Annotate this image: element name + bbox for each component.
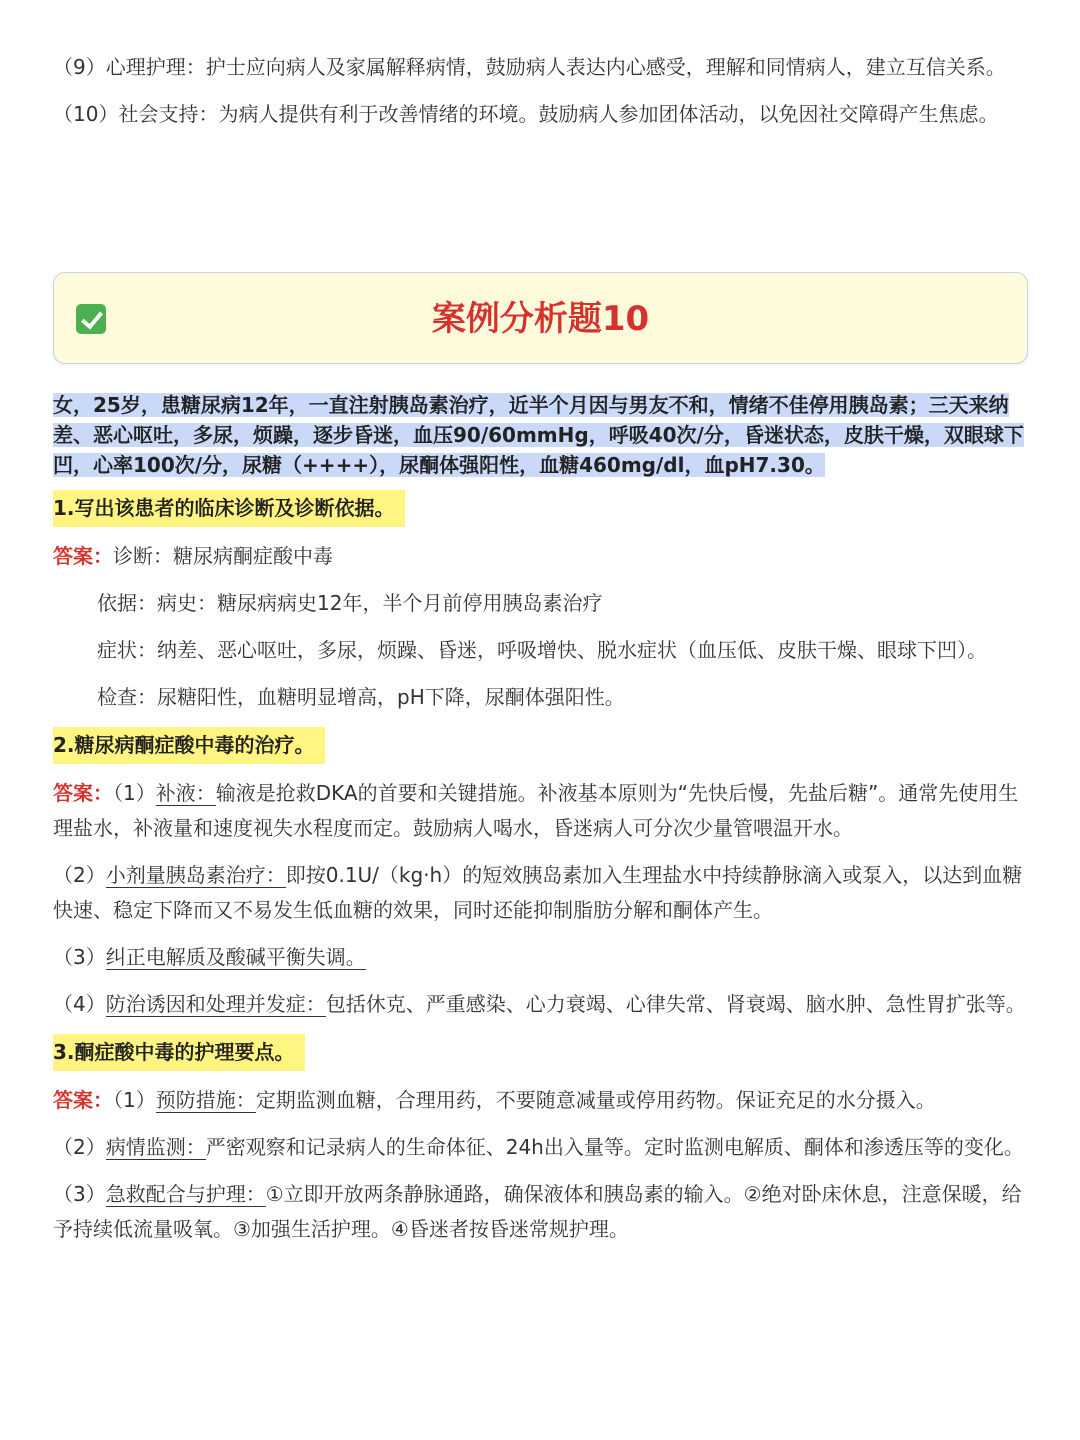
q2-item-3 [53,940,1028,975]
q3-item-2 [53,1130,1028,1165]
item-key: 补液： [155,781,216,805]
item-number: （3） [53,1182,106,1206]
item-number: （1） [113,781,156,805]
item-text: 严密观察和记录病人的生命体征、24h出入量等。定时监测电解质、酮体和渗透压等的变化。 [205,1135,1024,1159]
q1-basis: 依据：病史：糖尿病病史12年，半个月前停用胰岛素治疗 [97,591,603,615]
intro-section [53,50,1028,132]
case-title: 案例分析题10 [431,299,650,339]
case-title-card [53,272,1028,364]
item-text: 输液是抢救DKA的首要和关键措施。补液基本原则为“先快后慢，先盐后糖”。通常先使用生理盐水，补液量和速度视失水程度而定。鼓励病人喝水，昏迷病人可分次少量管喂温开水。 [53,781,1019,840]
item-number: （1） [113,1088,156,1112]
item-text: 即按0.1U/（kg·h）的短效胰岛素加入生理盐水中持续静脉滴入或泵入，以达到血糖快速、稳定下降而又不易发生低血糖的效果，同时还能抑制脂肪分解和酮体产生。 [53,863,1023,922]
item-text: ①立即开放两条静脉通路，确保液体和胰岛素的输入。②绝对卧床休息，注意保暖，给予持续低流量吸氧。③加强生活护理。④昏迷者按昏迷常规护理。 [53,1182,1022,1241]
diagnosis-text: 诊断：糖尿病酮症酸中毒 [113,544,333,568]
item-key: 纠正电解质及酸碱平衡失调。 [105,945,366,969]
item-key: 小剂量胰岛素治疗： [105,863,286,887]
question-3-title: 3.酮症酸中毒的护理要点。 [53,1034,305,1071]
item-key: 急救配合与护理： [105,1182,266,1206]
item-key: 预防措施： [155,1088,256,1112]
answer-label: 答案： [53,781,113,805]
paragraph-social-support: （10）社会支持：为病人提供有利于改善情绪的环境。鼓励病人参加团体活动，以免因社交障碍产生焦虑。 [53,102,999,126]
q1-diagnosis [53,539,1028,574]
q1-exam: 检查：尿糖阳性，血糖明显增高，pH下降，尿酮体强阳性。 [97,685,625,709]
q2-item-4 [53,987,1028,1022]
answer-label: 答案： [53,1088,113,1112]
item-key: 病情监测： [105,1135,206,1159]
q3-item-1 [53,1083,1028,1118]
item-number: （2） [53,1135,106,1159]
case-description [53,390,1028,480]
question-3 [53,1034,1028,1071]
q3-item-3 [53,1177,1028,1247]
question-2 [53,727,1028,764]
q2-item-2 [53,858,1028,928]
question-1 [53,490,1028,527]
paragraph-psych-care: （9）心理护理：护士应向病人及家属解释病情，鼓励病人表达内心感受，理解和同情病人，建立互信关系。 [53,55,1006,79]
question-1-title: 1.写出该患者的临床诊断及诊断依据。 [53,490,405,527]
item-text: 包括休克、严重感染、心力衰竭、心律失常、肾衰竭、脑水肿、急性胃扩张等。 [325,992,1026,1016]
answer-label: 答案： [53,544,113,568]
item-key: 防治诱因和处理并发症： [105,992,326,1016]
question-2-title: 2.糖尿病酮症酸中毒的治疗。 [53,727,325,764]
item-number: （3） [53,945,106,969]
q2-item-1 [53,776,1028,846]
case-text: 女，25岁，患糖尿病12年，一直注射胰岛素治疗，近半个月因与男友不和，情绪不佳停用胰岛素；三天来纳差、恶心呕吐，多尿，烦躁，逐步昏迷，血压90/60mmHg，呼吸40次/分，昏迷状态，皮肤干燥，双眼球下凹，心率100次/分，尿糖（++++），尿酮体强阳性，血糖460mg/dl，血pH7.30。 [53,393,1024,477]
item-text: 定期监测血糖，合理用药，不要随意减量或停用药物。保证充足的水分摄入。 [255,1088,936,1112]
item-number: （2） [53,863,106,887]
questions-section [53,490,1028,1247]
item-number: （4） [53,992,106,1016]
q1-symptoms: 症状：纳差、恶心呕吐，多尿，烦躁、昏迷，呼吸增快、脱水症状（血压低、皮肤干燥、眼球下凹）。 [97,638,987,662]
